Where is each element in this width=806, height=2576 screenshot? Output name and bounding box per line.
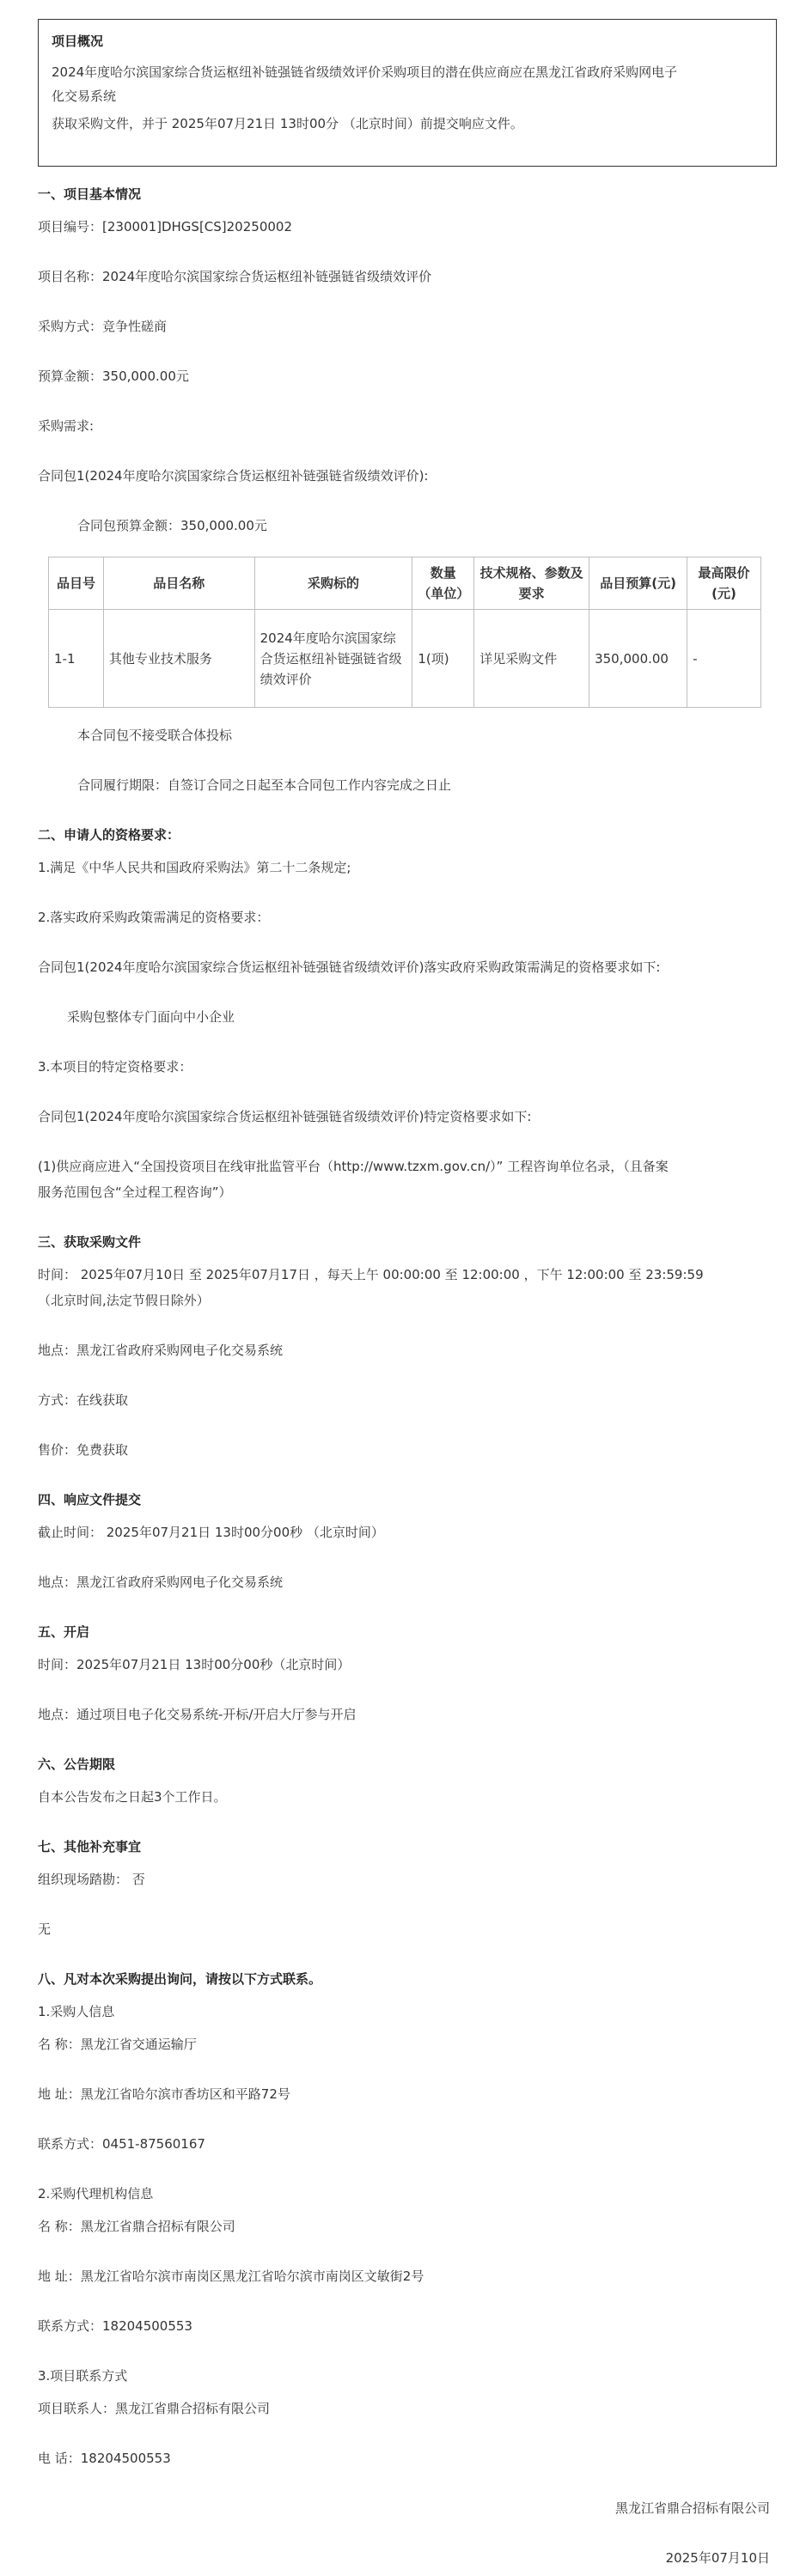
table-header-cell: 技术规格、参数及要求 — [474, 557, 589, 610]
table-header-row — [49, 557, 761, 610]
project-number: 项目编号：[230001]DHGS[CS]20250002 — [38, 219, 292, 234]
qualification-package-policy: 合同包1(2024年度哈尔滨国家综合货运枢纽补链强链省级绩效评价)落实政府采购政策需满足的资格要求如下: — [38, 959, 661, 975]
project-name: 项目名称：2024年度哈尔滨国家综合货运枢纽补链强链省级绩效评价 — [38, 269, 432, 284]
submission-deadline: 截止时间： 2025年07月21日 13时00分00秒 （北京时间） — [38, 1525, 384, 1540]
opening-time: 时间：2025年07月21日 13时00分00秒（北京时间） — [38, 1657, 351, 1672]
table-header-cell: 数量（单位） — [412, 557, 474, 610]
section-heading-submission: 四、响应文件提交 — [38, 1492, 142, 1507]
section-heading-basic-info: 一、项目基本情况 — [38, 186, 142, 202]
buyer-name: 名 称：黑龙江省交通运输厅 — [38, 2037, 197, 2052]
contract-package: 合同包1(2024年度哈尔滨国家综合货运枢纽补链强链省级绩效评价): — [38, 468, 429, 484]
table-header-cell: 品目号 — [49, 557, 104, 610]
table-header-cell: 采购标的 — [254, 557, 412, 610]
table-cell: 其他专业技术服务 — [103, 610, 254, 708]
obtain-method: 方式：在线获取 — [38, 1392, 129, 1408]
other-none: 无 — [38, 1921, 52, 1937]
overview-line3: 获取采购文件，并于 2025年07月21日 13时00分 （北京时间）前提交响应文件。 — [52, 116, 523, 131]
table-row — [49, 610, 761, 708]
agency-name: 名 称：黑龙江省鼎合招标有限公司 — [38, 2219, 235, 2234]
section-heading-opening: 五、开启 — [38, 1624, 90, 1640]
section-heading-qualifications: 二、申请人的资格要求： — [38, 827, 180, 843]
overview-line1: 2024年度哈尔滨国家综合货运枢纽补链强链省级绩效评价采购项目的潜在供应商应在黑龙江省政府采购网电子 — [52, 64, 678, 80]
table-header-cell: 品目预算(元) — [589, 557, 687, 610]
overview-line2: 化交易系统 — [52, 88, 117, 104]
budget-amount: 预算金额：350,000.00元 — [38, 368, 189, 384]
obtain-price: 售价：免费获取 — [38, 1442, 129, 1458]
opening-place: 地点：通过项目电子化交易系统-开标/开启大厅参与开启 — [38, 1707, 357, 1722]
specific-requirement-line2: 服务范围包含“全过程工程咨询”） — [38, 1184, 232, 1200]
footer-organization: 黑龙江省鼎合招标有限公司 — [614, 2500, 770, 2516]
table-header-cell: 最高限价(元) — [687, 557, 761, 610]
sme-note: 采购包整体专门面向中小企业 — [67, 1009, 235, 1025]
qualification-1: 1.满足《中华人民共和国政府采购法》第二十二条规定; — [38, 860, 351, 875]
obtain-time-note: （北京时间,法定节假日除外） — [38, 1293, 210, 1308]
submission-place: 地点：黑龙江省政府采购网电子化交易系统 — [38, 1574, 284, 1590]
buyer-address: 地 址：黑龙江省哈尔滨市香坊区和平路72号 — [38, 2086, 290, 2102]
items-table — [48, 557, 761, 708]
overview-title: 项目概况 — [52, 33, 104, 49]
table-cell: 1(项) — [412, 610, 474, 708]
section-heading-announcement-period: 六、公告期限 — [38, 1757, 116, 1772]
qualification-package-specific: 合同包1(2024年度哈尔滨国家综合货运枢纽补链强链省级绩效评价)特定资格要求如下: — [38, 1109, 532, 1124]
procurement-method: 采购方式：竞争性磋商 — [38, 319, 168, 334]
obtain-time: 时间： 2025年07月10日 至 2025年07月17日 ，每天上午 00:00:00 至 12:00:00 ，下午 12:00:00 至 23:59:59 — [38, 1267, 704, 1282]
agency-address: 地 址：黑龙江省哈尔滨市南岗区黑龙江省哈尔滨市南岗区文敏街2号 — [38, 2268, 424, 2284]
table-header-cell: 品目名称 — [103, 557, 254, 610]
site-visit: 组织现场踏勘： 否 — [38, 1872, 145, 1887]
table-cell: 详见采购文件 — [474, 610, 589, 708]
obtain-place: 地点：黑龙江省政府采购网电子化交易系统 — [38, 1343, 284, 1358]
contract-period: 合同履行期限：自签订合同之日起至本合同包工作内容完成之日止 — [77, 777, 452, 793]
qualification-3: 3.本项目的特定资格要求： — [38, 1059, 192, 1075]
overview-box — [38, 19, 777, 167]
footer-date: 2025年07月10日 — [665, 2550, 770, 2566]
specific-requirement-line1: (1)供应商应进入“全国投资项目在线审批监管平台（http://www.tzxm.gov.cn/）” 工程咨询单位名录，（且备案 — [38, 1159, 669, 1174]
table-cell: - — [687, 610, 761, 708]
buyer-info-title: 1.采购人信息 — [38, 2004, 115, 2019]
section-heading-other-matters: 七、其他补充事宜 — [38, 1839, 142, 1854]
project-contact-title: 3.项目联系方式 — [38, 2368, 128, 2384]
project-contact-phone: 电 话：18204500553 — [38, 2451, 171, 2466]
procurement-demand: 采购需求: — [38, 418, 95, 434]
buyer-contact: 联系方式：0451-87560167 — [38, 2136, 205, 2152]
section-heading-obtain-documents: 三、获取采购文件 — [38, 1234, 142, 1250]
announcement-period: 自本公告发布之日起3个工作日。 — [38, 1789, 227, 1805]
project-contact-person: 项目联系人：黑龙江省鼎合招标有限公司 — [38, 2401, 271, 2416]
agency-contact: 联系方式：18204500553 — [38, 2318, 192, 2334]
table-cell: 350,000.00 — [589, 610, 687, 708]
table-cell: 2024年度哈尔滨国家综合货运枢纽补链强链省级绩效评价 — [254, 610, 412, 708]
agency-info-title: 2.采购代理机构信息 — [38, 2186, 154, 2201]
no-consortium-note: 本合同包不接受联合体投标 — [77, 728, 233, 743]
package-budget: 合同包预算金额：350,000.00元 — [77, 518, 267, 533]
section-heading-contact: 八、凡对本次采购提出询问，请按以下方式联系。 — [38, 1971, 322, 1987]
table-cell: 1-1 — [49, 610, 104, 708]
qualification-2: 2.落实政府采购政策需满足的资格要求： — [38, 910, 270, 925]
